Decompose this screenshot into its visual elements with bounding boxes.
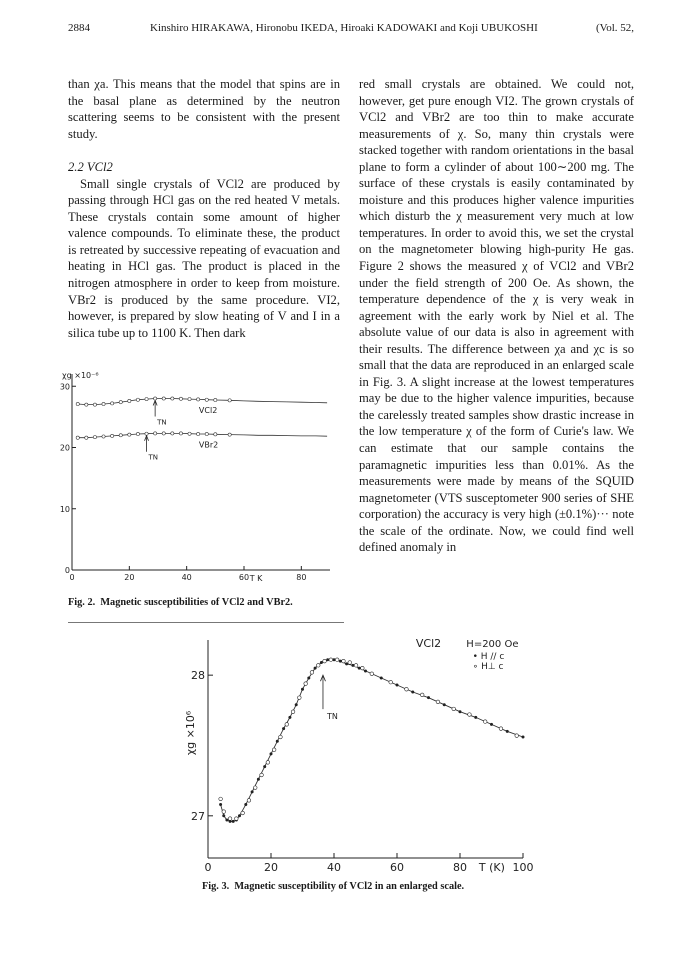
data-point-h-perp-c (310, 671, 314, 675)
data-point (102, 402, 105, 405)
data-point-h-parallel-c (474, 716, 477, 719)
figure-3-chart (160, 630, 550, 880)
data-point (93, 403, 96, 406)
data-point-h-parallel-c (232, 820, 235, 823)
data-point-h-parallel-c (238, 814, 241, 817)
data-point (128, 433, 131, 436)
data-point (111, 434, 114, 437)
page-number: 2884 (68, 22, 90, 34)
data-point-h-parallel-c (333, 658, 336, 661)
legend-entry: ∘ H⊥ c (472, 662, 504, 673)
data-point-h-parallel-c (288, 716, 291, 719)
data-point (171, 397, 174, 400)
data-point-h-parallel-c (326, 658, 329, 661)
data-point-h-parallel-c (282, 727, 285, 730)
series-line-VCl2 (78, 399, 327, 405)
figure-2-chart (60, 368, 350, 586)
series-line-VBr2 (78, 433, 327, 437)
series-label: VBr2 (198, 440, 219, 450)
data-point-h-parallel-c (427, 696, 430, 699)
data-point (188, 432, 191, 435)
header-authors: Kinshiro HIRAKAWA, Hironobu IKEDA, Hiroaki KADOWAKI and Koji UBUKOSHI (150, 22, 538, 34)
y-tick-label: 30 (60, 382, 70, 392)
data-point-h-perp-c (285, 723, 289, 727)
data-point-h-perp-c (389, 680, 393, 684)
data-point-h-perp-c (304, 682, 308, 686)
left-column (68, 76, 340, 341)
data-point-h-parallel-c (301, 688, 304, 691)
y-axis-label: χg ×10⁻⁶ (62, 371, 99, 380)
caption-text: Magnetic susceptibilities of VCl2 and VBr2. (100, 597, 293, 608)
data-point (76, 402, 79, 405)
divider (68, 622, 344, 623)
tn-label: TN (157, 418, 167, 427)
data-point-h-perp-c (452, 707, 456, 711)
data-point-h-parallel-c (443, 703, 446, 706)
data-point (228, 433, 231, 436)
data-point (214, 433, 217, 436)
data-point-h-perp-c (247, 799, 251, 803)
caption-label: Fig. 3. (202, 881, 230, 892)
data-point-h-parallel-c (506, 730, 509, 733)
data-point (228, 399, 231, 402)
paragraph: red small crystals are obtained. We could not, however, get pure enough VI2. The grown crystals of VCl2 and VBr2 are too thin to make accurate measurements of χ. So, many thin crystals were stacked together with random orientations in the basal plane to form a cylinder of about 100∼200 mg. The surface of these crystals is easily contaminated by moisture and this produces higher valence impurities which disturb the χ measurement very much at low temperatures. In order to avoid this, we set the crystal on the magnetometer blowing high-purity He gas. Figure 2 shows the measured χ of VCl2 and VBr2 under the field strength of 200 Oe. As shown, the temperature dependence of the χ is very weak in agreement with the early work by Niel et al. The absolute value of our data is also in agreement with their results. The difference between χa and χc is so small that the data are reproduced in an enlarged scale in Fig. 3. A slight increase at the lowest temperatures may be due to the higher valence impurities, because the carelessly treated samples show drastic increase in the low temperature χ of the form of Curie's law. We can estimate that our sample contains the paramagnetic impurities less than 0.01%. As the measurements were made by means of the SQUID magnetometer (VTS susceptometer 900 series of SHE corporation) the accuracy is very high (±0.1%)··· note the scale of the ordinate. Now, we could find well defined anomaly in (359, 77, 634, 555)
data-point-h-parallel-c (270, 752, 273, 755)
data-point-h-parallel-c (307, 676, 310, 679)
figure-3-caption (202, 881, 464, 892)
x-tick-label: 40 (181, 573, 192, 582)
data-point-h-parallel-c (345, 662, 348, 665)
x-tick-label: 80 (453, 861, 467, 874)
data-point-h-perp-c (499, 727, 503, 731)
data-point (188, 398, 191, 401)
data-point (154, 432, 157, 435)
data-point-h-perp-c (354, 664, 358, 668)
data-point (162, 432, 165, 435)
data-point-h-parallel-c (263, 765, 266, 768)
data-point-h-parallel-c (396, 684, 399, 687)
y-tick-label: 27 (191, 809, 205, 823)
data-point (197, 398, 200, 401)
data-point-h-perp-c (335, 658, 339, 662)
data-point (136, 398, 139, 401)
data-point-h-perp-c (279, 735, 283, 739)
data-point (179, 397, 182, 400)
sample-label: VCl2 (415, 637, 442, 651)
fit-curve (221, 660, 523, 822)
data-point-h-perp-c (222, 810, 226, 814)
data-point-h-parallel-c (225, 819, 228, 822)
x-tick-label: 40 (327, 861, 341, 874)
data-point-h-perp-c (235, 817, 239, 821)
data-point-h-perp-c (298, 696, 302, 700)
data-point (162, 397, 165, 400)
data-point-h-perp-c (483, 720, 487, 724)
x-tick-label: 20 (264, 861, 278, 874)
y-tick-label: 0 (64, 566, 70, 575)
x-tick-label: 100 (512, 861, 534, 874)
data-point-h-perp-c (253, 786, 257, 790)
data-point (76, 436, 79, 439)
data-point-h-parallel-c (219, 803, 222, 806)
data-point (119, 434, 122, 437)
data-point-h-parallel-c (364, 669, 367, 672)
right-column (359, 76, 634, 556)
x-axis-label: T (K) (478, 861, 505, 874)
data-point-h-parallel-c (459, 710, 462, 713)
x-tick-label: 20 (124, 573, 135, 582)
header-volume: (Vol. 52, (596, 22, 634, 34)
data-point-h-parallel-c (320, 661, 323, 664)
data-point-h-parallel-c (411, 691, 414, 694)
data-point-h-parallel-c (522, 736, 525, 739)
data-point (197, 432, 200, 435)
data-point (93, 435, 96, 438)
data-point-h-parallel-c (380, 676, 383, 679)
data-point-h-perp-c (272, 748, 276, 752)
running-header (68, 22, 634, 38)
data-point-h-parallel-c (244, 803, 247, 806)
y-tick-label: 28 (191, 669, 205, 683)
data-point (111, 402, 114, 405)
x-axis-label: T K (249, 574, 263, 583)
paragraph: than χa. This means that the model that spins are in the basal plane as determined by the neutron scattering seems to be consistent with the present study. (68, 77, 340, 141)
data-point (205, 398, 208, 401)
data-point-h-perp-c (329, 658, 333, 662)
data-point-h-perp-c (323, 659, 327, 663)
data-point-h-perp-c (228, 817, 232, 821)
data-point (128, 399, 131, 402)
data-point-h-perp-c (420, 693, 424, 697)
legend-entry: • H // c (472, 652, 505, 663)
data-point (214, 398, 217, 401)
data-point (102, 435, 105, 438)
data-point-h-perp-c (436, 700, 440, 704)
y-tick-label: 10 (60, 504, 70, 514)
data-point-h-parallel-c (295, 703, 298, 706)
data-point-h-perp-c (241, 811, 245, 815)
data-point (85, 403, 88, 406)
data-point-h-perp-c (405, 687, 409, 691)
data-point-h-parallel-c (257, 778, 260, 781)
field-label: H=200 Oe (466, 639, 519, 651)
data-point-h-parallel-c (314, 667, 317, 670)
data-point (179, 432, 182, 435)
tn-label: TN (148, 453, 159, 462)
caption-text: Magnetic susceptibility of VCl2 in an enlarged scale. (234, 881, 465, 892)
data-point-h-parallel-c (351, 664, 354, 667)
x-tick-label: 60 (238, 573, 250, 582)
data-point-h-perp-c (266, 761, 270, 765)
data-point-h-parallel-c (222, 814, 225, 817)
data-point-h-perp-c (370, 672, 374, 676)
data-point-h-parallel-c (339, 660, 342, 663)
data-point (205, 432, 208, 435)
data-point-h-perp-c (468, 713, 472, 717)
data-point-h-perp-c (260, 773, 264, 777)
paragraph: Small single crystals of VCl2 are produced by passing through HCl gas on the red heated V metals. These crystals contain some amount of higher valence compounds. To eliminate these, the product is retreated by successive repeating of evacuation and heating in HCl gas. The product is placed in the nitrogen atmosphere in order to keep from moisture. VBr2 is produced by the same procedure. VI2, however, is prepared by slow heating of V and I in a silica tube up to 1100 K. Then dark (68, 176, 340, 340)
caption-label: Fig. 2. (68, 597, 96, 608)
data-point (145, 398, 148, 401)
series-label: VCl2 (198, 405, 218, 415)
data-point-h-parallel-c (276, 740, 279, 743)
data-point-h-perp-c (515, 734, 519, 738)
data-point-h-perp-c (219, 797, 223, 801)
data-point (171, 432, 174, 435)
tn-label: TN (326, 712, 338, 722)
x-tick-label: 0 (69, 573, 75, 582)
data-point-h-perp-c (291, 710, 295, 714)
data-point-h-parallel-c (251, 790, 254, 793)
x-tick-label: 60 (390, 861, 404, 874)
data-point-h-perp-c (361, 666, 365, 670)
y-axis-label: χg ×10⁶ (184, 710, 197, 756)
data-point-h-perp-c (348, 661, 352, 665)
data-point-h-parallel-c (358, 667, 361, 670)
figure-2-caption (68, 597, 293, 608)
data-point (119, 401, 122, 404)
section-heading: 2.2 VCl2 (68, 160, 113, 175)
data-point-h-perp-c (342, 659, 346, 663)
x-tick-label: 80 (296, 573, 307, 582)
data-point (136, 432, 139, 435)
data-point-h-perp-c (316, 664, 320, 668)
x-tick-label: 0 (204, 861, 212, 874)
y-tick-label: 20 (60, 443, 70, 453)
data-point (85, 436, 88, 439)
data-point-h-parallel-c (490, 723, 493, 726)
